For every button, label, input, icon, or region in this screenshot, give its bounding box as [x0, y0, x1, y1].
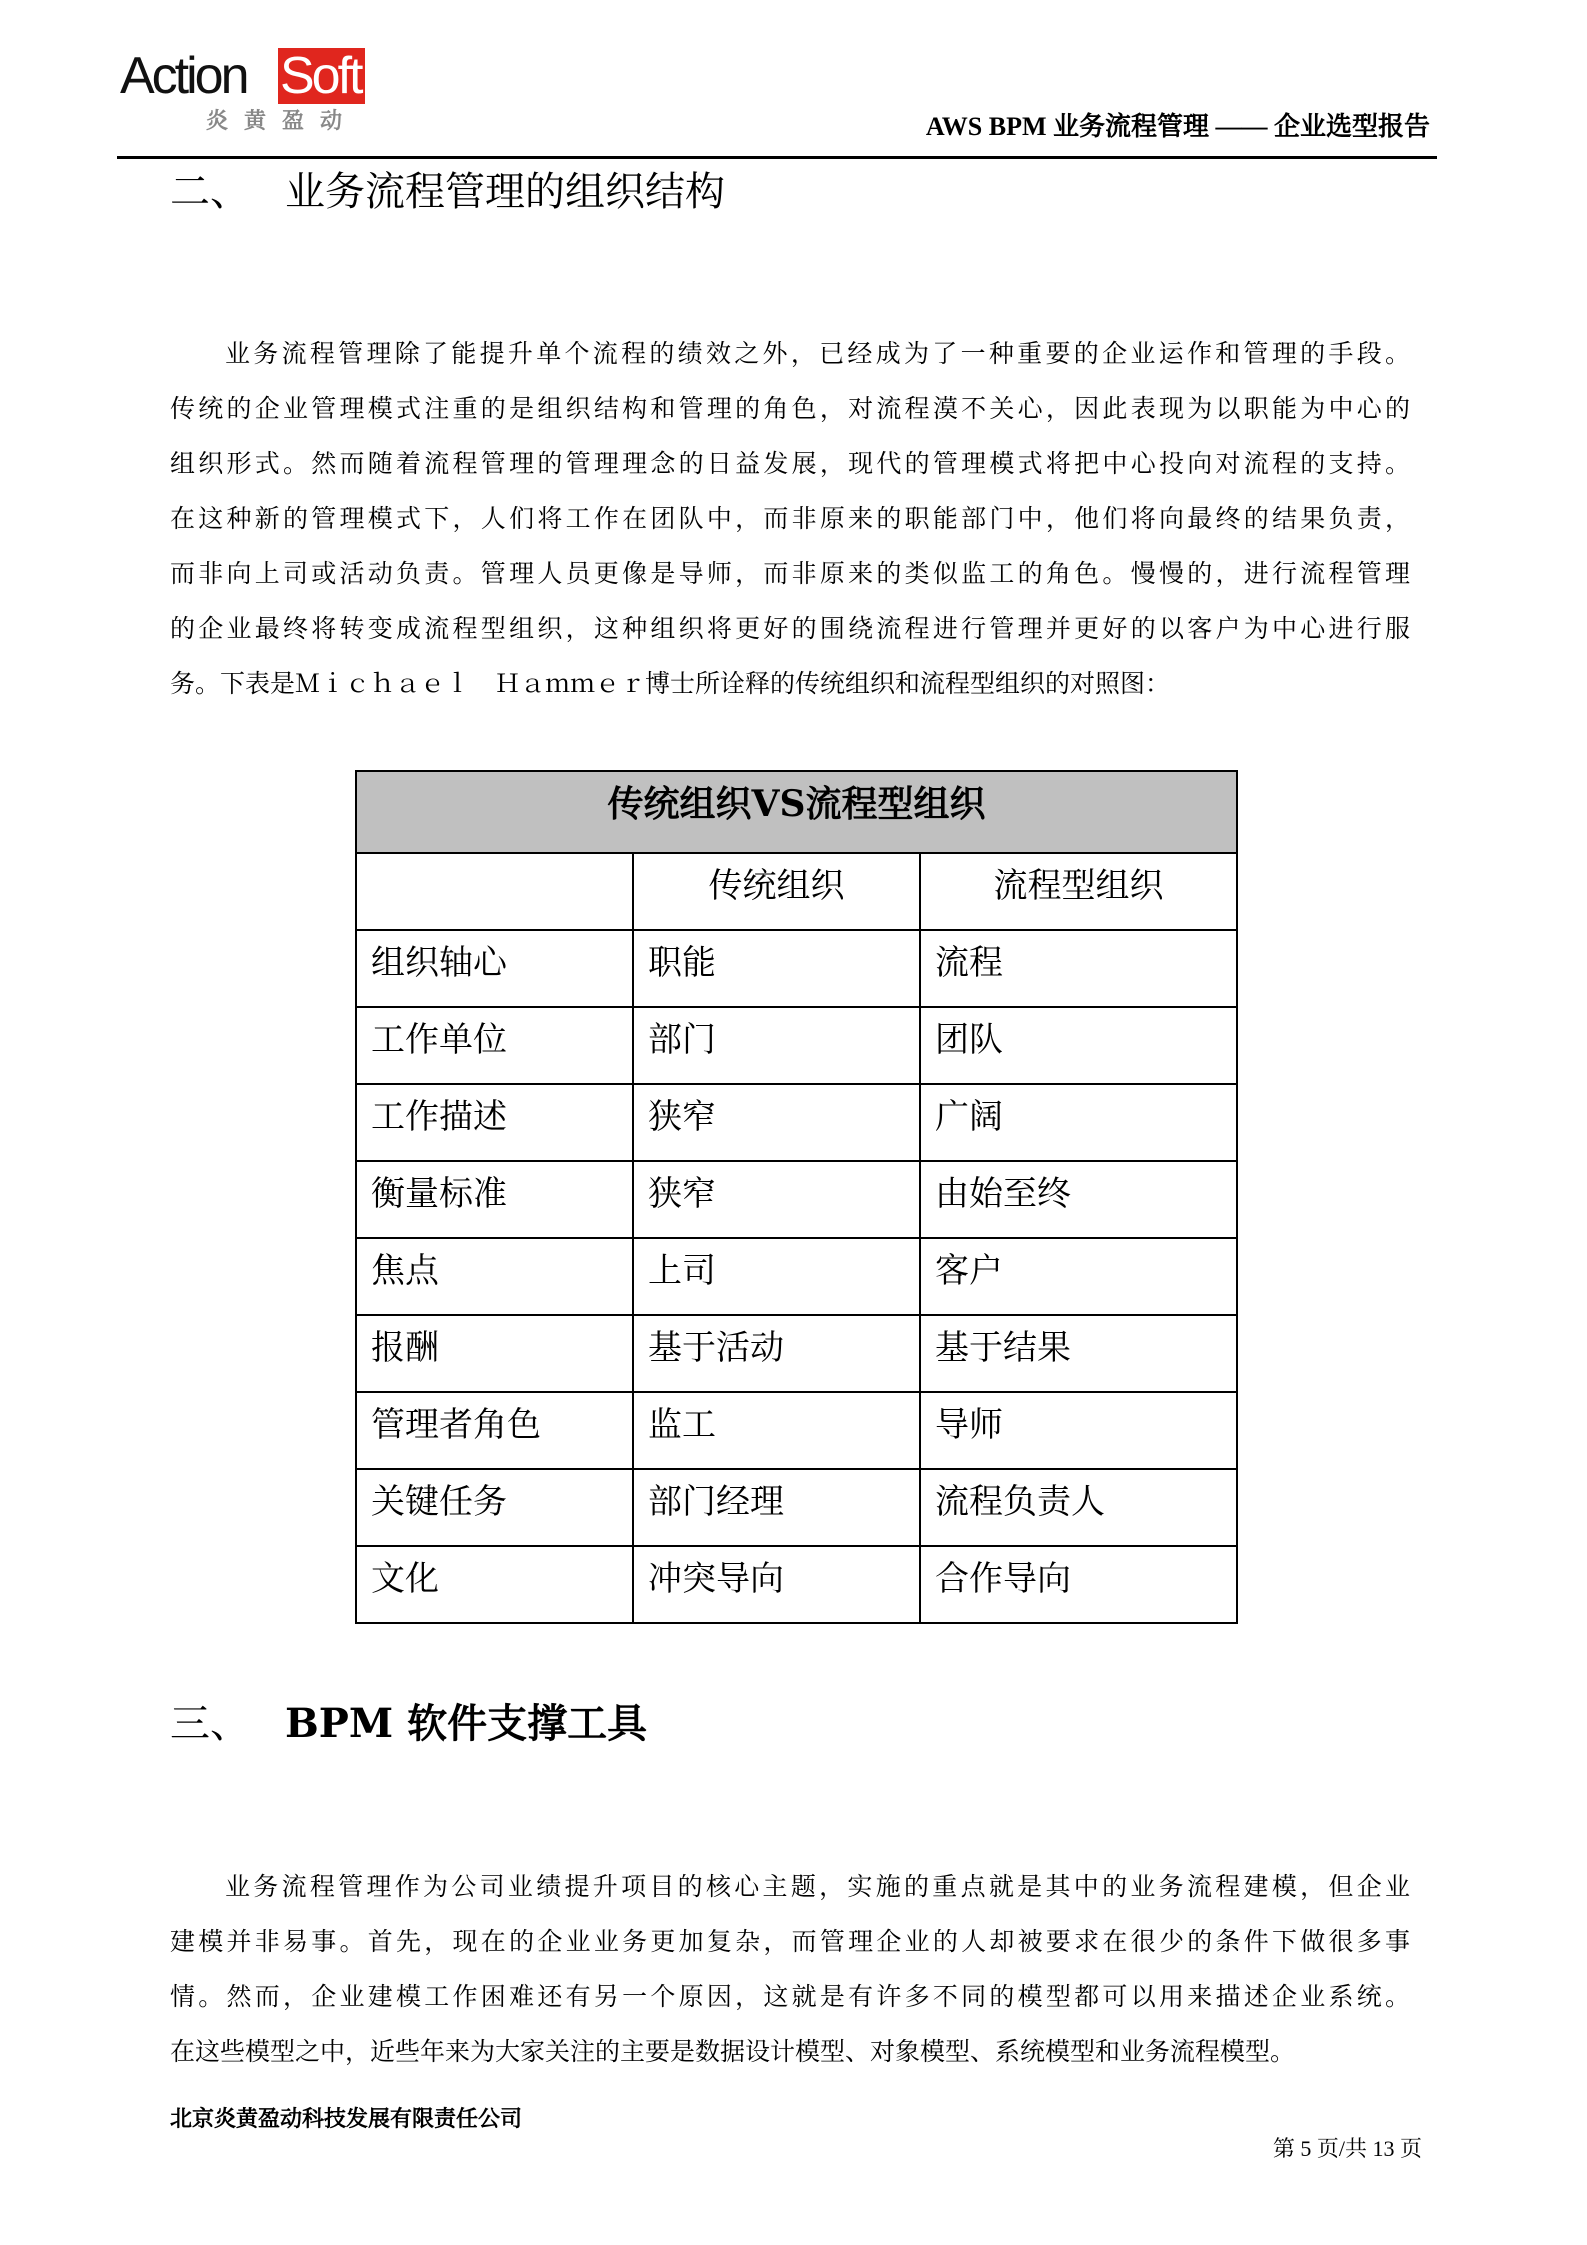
table-cell: 部门 [633, 1007, 920, 1084]
table-cell: 狭窄 [633, 1161, 920, 1238]
section-title: BPM 软件支撑工具 [285, 1700, 648, 1747]
table-cell: 关键任务 [356, 1469, 633, 1546]
table-cell: 上司 [633, 1238, 920, 1315]
paragraph-line: 在这些模型之中，近些年来为大家关注的主要是数据设计模型、对象模型、系统模型和业务流程模型。 [170, 2037, 1296, 2066]
logo-text: Action [120, 47, 247, 105]
section-heading-3 [170, 1692, 647, 1749]
paragraph-line: 建模并非易事。首先，现在的企业业务更加复杂，而管理企业的人却被要求在很少的条件下做很多事 [170, 1927, 1410, 1956]
table-cell: 部门经理 [633, 1469, 920, 1546]
table-title: 传统组织VS流程型组织 [356, 771, 1237, 853]
table-cell: 基于结果 [920, 1315, 1237, 1392]
table-cell: 狭窄 [633, 1084, 920, 1161]
footer-company: 北京炎黄盈动科技发展有限责任公司 [170, 2107, 523, 2132]
table-row [356, 1238, 1237, 1315]
table-cell: 流程负责人 [920, 1469, 1237, 1546]
table-row [356, 1161, 1237, 1238]
table-cell: 客户 [920, 1238, 1237, 1315]
table-row [356, 1392, 1237, 1469]
paragraph-line: 而非向上司或活动负责。管理人员更像是导师，而非原来的类似监工的角色。慢慢的，进行流程管理 [170, 559, 1410, 588]
table-cell: 导师 [920, 1392, 1237, 1469]
table-header-row [356, 853, 1237, 930]
table-cell: 管理者角色 [356, 1392, 633, 1469]
table-row [356, 1469, 1237, 1546]
paragraph-line: 组织形式。然而随着流程管理的管理理念的日益发展，现代的管理模式将把中心投向对流程的支持。 [170, 449, 1410, 478]
paragraph-line: 的企业最终将转变成流程型组织，这种组织将更好的围绕流程进行管理并更好的以客户为中心进行服 [170, 614, 1410, 643]
section-number: 二、 [170, 169, 250, 215]
column-header: 流程型组织 [920, 853, 1237, 930]
table-row [356, 1084, 1237, 1161]
table-cell: 衡量标准 [356, 1161, 633, 1238]
actionsoft-logo [120, 46, 390, 136]
paragraph-line: 情。然而，企业建模工作困难还有另一个原因，这就是有许多不同的模型都可以用来描述企业系统。 [170, 1982, 1410, 2011]
paragraph-line: 在这种新的管理模式下，人们将工作在团队中，而非原来的职能部门中，他们将向最终的结果负责， [170, 504, 1410, 533]
section-number: 三、 [170, 1701, 250, 1747]
logo-subtitle: 炎黄盈动 [206, 109, 359, 134]
table-cell: 职能 [633, 930, 920, 1007]
column-header [356, 853, 633, 930]
paragraph-line: 务。下表是Ｍｉｃｈａｅｌ Ｈａｍｍｅｒ博士所诠释的传统组织和流程型组织的对照图： [170, 669, 1171, 698]
table-cell: 焦点 [356, 1238, 633, 1315]
table-cell: 广阔 [920, 1084, 1237, 1161]
page-number: 第 5 页/共 13 页 [1272, 2136, 1422, 2161]
table-cell: 工作描述 [356, 1084, 633, 1161]
table-cell: 团队 [920, 1007, 1237, 1084]
table-cell: 合作导向 [920, 1546, 1237, 1623]
table-row [356, 1546, 1237, 1623]
table-cell: 由始至终 [920, 1161, 1237, 1238]
header-title: AWS BPM 业务流程管理 —— 企业选型报告 [925, 112, 1430, 141]
section-heading-2 [170, 160, 725, 217]
comparison-table [355, 770, 1238, 1624]
table-cell: 工作单位 [356, 1007, 633, 1084]
paragraph-line: 传统的企业管理模式注重的是组织结构和管理的角色，对流程漠不关心，因此表现为以职能为中心的 [170, 394, 1410, 423]
logo-text-accent: Soft [278, 48, 365, 104]
header-divider [117, 156, 1437, 159]
table-cell: 冲突导向 [633, 1546, 920, 1623]
table-row [356, 930, 1237, 1007]
table-cell: 组织轴心 [356, 930, 633, 1007]
table-row [356, 1007, 1237, 1084]
table-cell: 基于活动 [633, 1315, 920, 1392]
paragraph-line: 业务流程管理除了能提升单个流程的绩效之外，已经成为了一种重要的企业运作和管理的手段。 [225, 339, 1410, 368]
paragraph-line: 业务流程管理作为公司业绩提升项目的核心主题，实施的重点就是其中的业务流程建模，但企业 [225, 1872, 1410, 1901]
table-cell: 文化 [356, 1546, 633, 1623]
table-row [356, 1315, 1237, 1392]
table-cell: 监工 [633, 1392, 920, 1469]
column-header: 传统组织 [633, 853, 920, 930]
section-title: 业务流程管理的组织结构 [285, 169, 725, 215]
table-cell: 流程 [920, 930, 1237, 1007]
table-cell: 报酬 [356, 1315, 633, 1392]
